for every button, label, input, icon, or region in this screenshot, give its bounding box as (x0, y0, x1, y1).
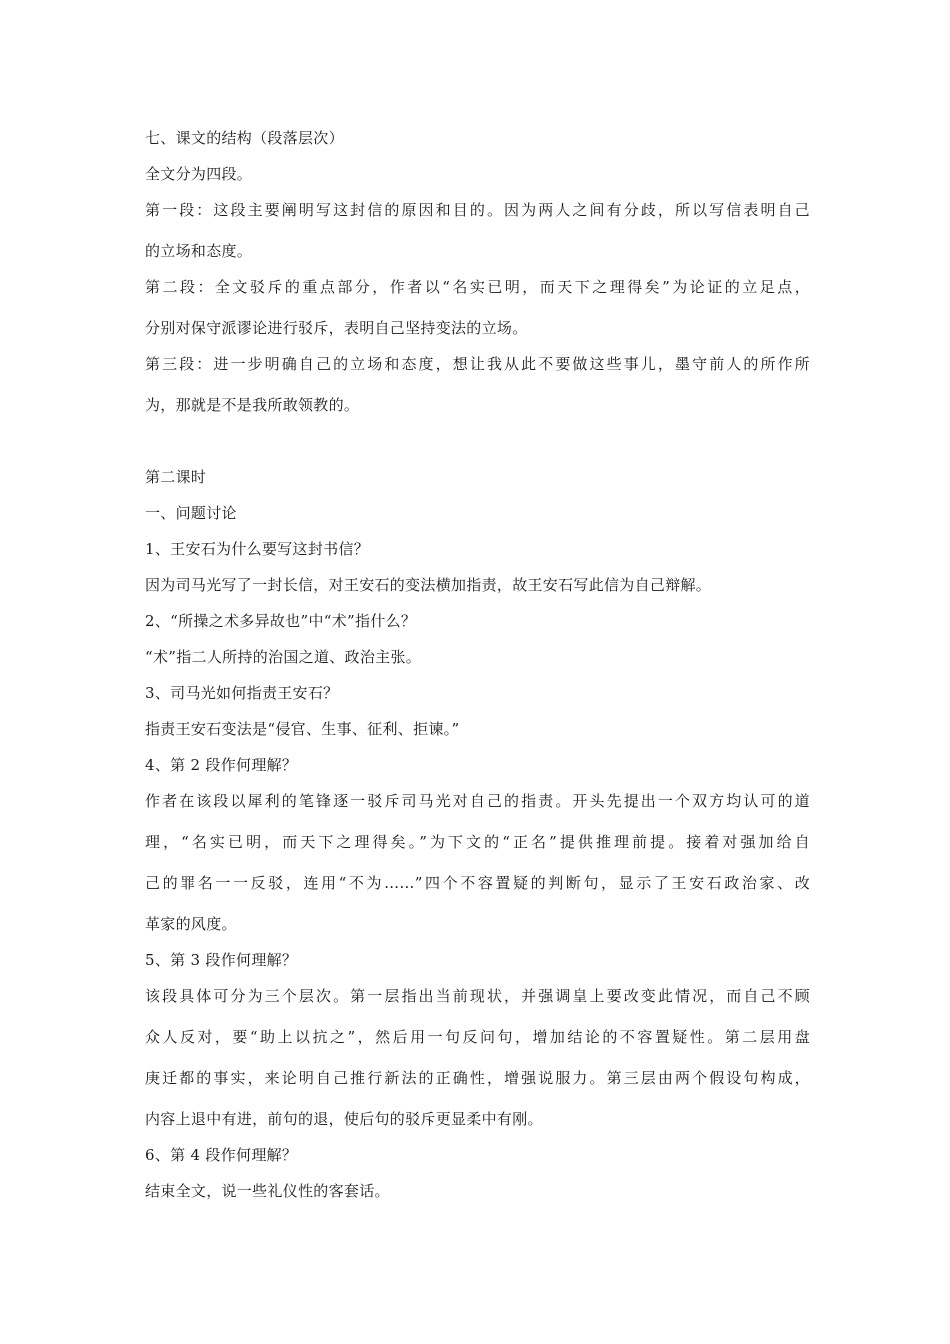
paragraph-line: 第一段：这段主要阐明写这封信的原因和目的。因为两人之间有分歧，所以写信表明自己 (145, 201, 810, 219)
answer-line: 革家的风度。 (145, 915, 237, 933)
answer-line: 结束全文，说一些礼仪性的客套话。 (145, 1182, 390, 1200)
question-line: 1、王安石为什么要写这封书信？ (145, 540, 370, 558)
question-line: 5、第 3 段作何理解？ (145, 951, 298, 969)
answer-line: “术”指二人所持的治国之道、政治主张。 (145, 648, 422, 666)
paragraph-line: 第三段：进一步明确自己的立场和态度，想让我从此不要做这些事儿，墨守前人的所作所 (145, 355, 810, 373)
paragraph-line: 第二段：全文驳斥的重点部分，作者以“名实已明，而天下之理得矣”为论证的立足点， (145, 278, 810, 296)
paragraph-line: 为，那就是不是我所敢领教的。 (145, 396, 360, 414)
answer-line: 该段具体可分为三个层次。第一层指出当前现状，并强调皇上要改变此情况，而自己不顾 (145, 987, 810, 1005)
paragraph-line: 全文分为四段。 (145, 165, 253, 183)
lesson-title: 第二课时 (145, 468, 207, 486)
section-heading: 一、问题讨论 (145, 504, 237, 522)
answer-line: 庚迁都的事实，来论明自己推行新法的正确性，增强说服力。第三层由两个假设句构成， (145, 1069, 810, 1087)
answer-line: 因为司马光写了一封长信，对王安石的变法横加指责，故王安石写此信为自己辩解。 (145, 576, 712, 594)
paragraph-line: 的立场和态度。 (145, 242, 253, 260)
question-line: 3、司马光如何指责王安石？ (145, 684, 339, 702)
answer-line: 作者在该段以犀利的笔锋逐一驳斥司马光对自己的指责。开头先提出一个双方均认可的道 (145, 792, 810, 810)
answer-line: 指责王安石变法是“侵官、生事、征利、拒谏。” (145, 720, 460, 738)
question-line: 6、第 4 段作何理解？ (145, 1146, 298, 1164)
question-line: 4、第 2 段作何理解？ (145, 756, 298, 774)
section-heading: 七、课文的结构（段落层次） (145, 129, 344, 147)
answer-line: 众人反对，要“助上以抗之”，然后用一句反问句，增加结论的不容置疑性。第二层用盘 (145, 1028, 810, 1046)
answer-line: 内容上退中有进，前句的退，使后句的驳斥更显柔中有刚。 (145, 1110, 543, 1128)
paragraph-line: 分别对保守派谬论进行驳斥，表明自己坚持变法的立场。 (145, 319, 528, 337)
answer-line: 己的罪名一一反驳，连用“不为……”四个不容置疑的判断句，显示了王安石政治家、改 (145, 874, 810, 892)
question-line: 2、“所操之术多异故也”中“术”指什么？ (145, 612, 417, 630)
answer-line: 理，“名实已明，而天下之理得矣。”为下文的“正名”提供推理前提。接着对强加给自 (145, 833, 810, 851)
